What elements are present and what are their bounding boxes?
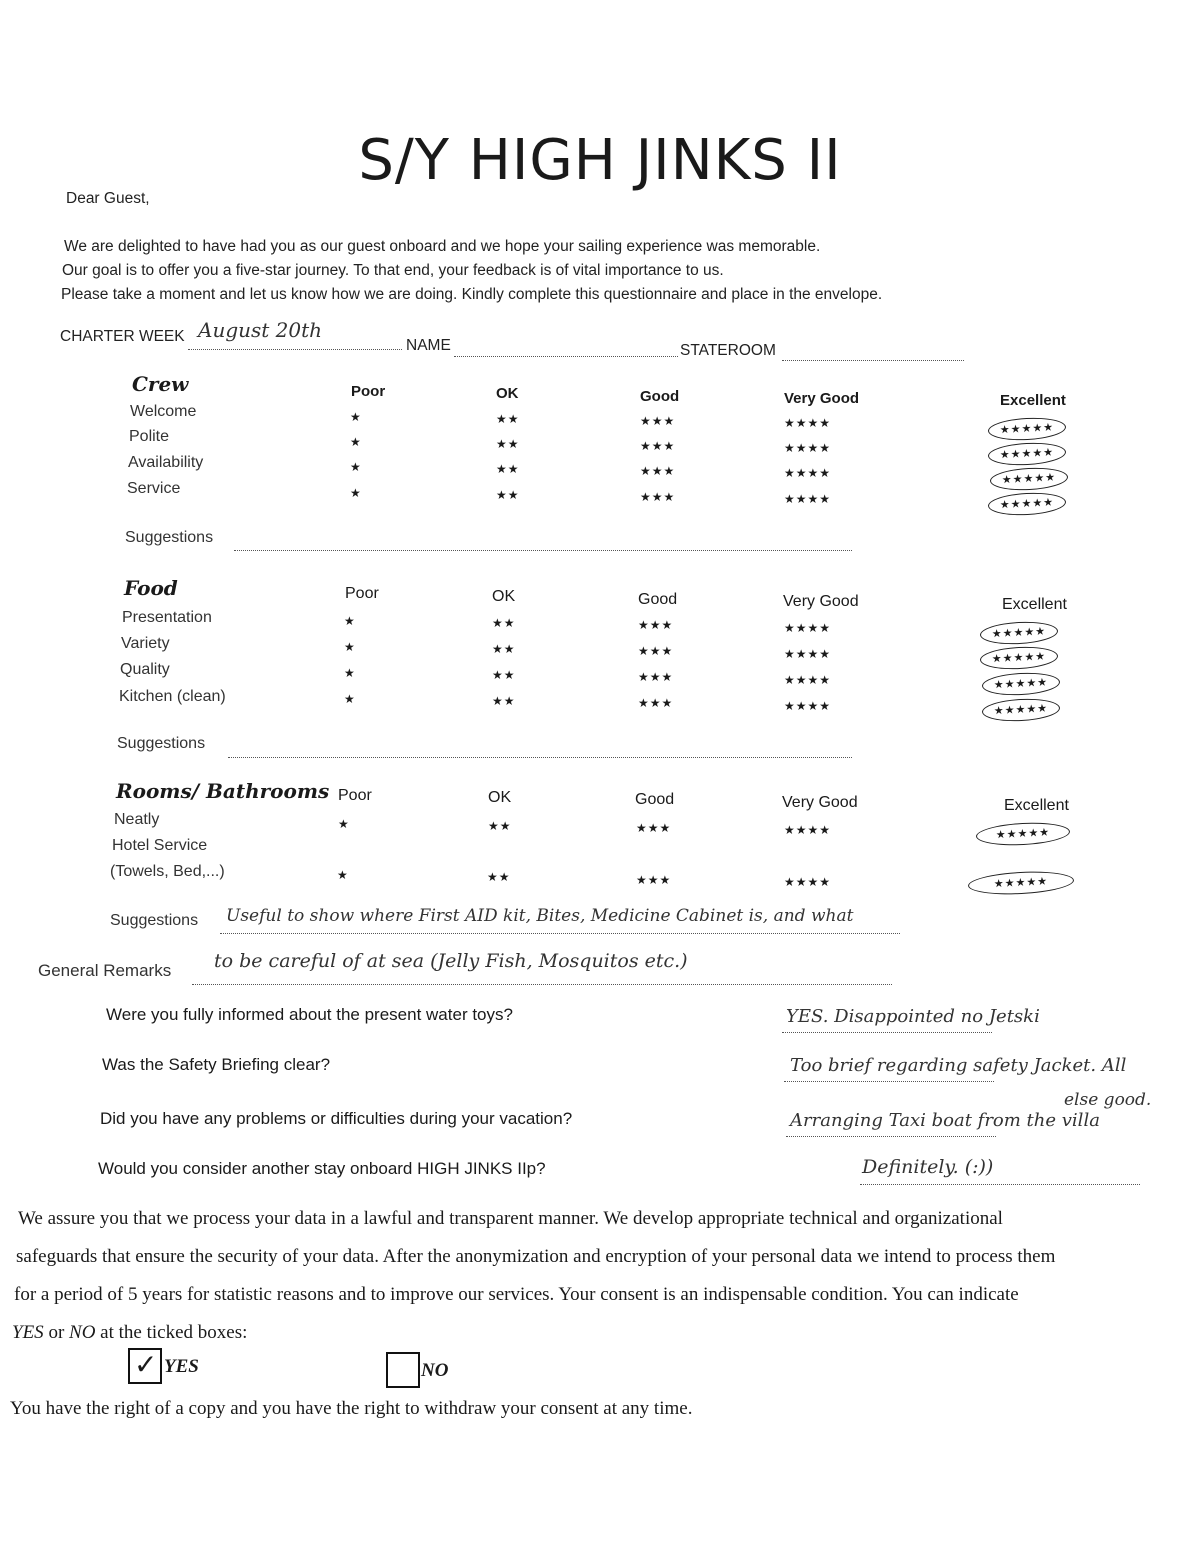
answer-line[interactable]	[860, 1183, 1140, 1185]
rating-excellent-circled[interactable]: ★★★★★	[981, 671, 1060, 697]
crew-row-label: Welcome	[130, 403, 197, 420]
rating-very-good[interactable]: ★★★★	[784, 647, 832, 661]
rating-poor[interactable]: ★	[350, 460, 362, 474]
col-header-ok: OK	[496, 385, 519, 402]
rating-poor[interactable]: ★	[338, 817, 350, 831]
answer-water-toys[interactable]: YES. Disappointed no Jetski	[786, 1006, 1040, 1027]
crew-row-label: Availability	[128, 454, 204, 471]
food-row-label: Variety	[121, 635, 170, 652]
rating-poor[interactable]: ★	[350, 435, 362, 449]
gdpr-yes-word: YES	[12, 1322, 44, 1343]
crew-row-label: Service	[127, 480, 181, 497]
rating-excellent-circled[interactable]: ★★★★★	[979, 645, 1058, 671]
gdpr-or-word: or	[48, 1322, 65, 1343]
rating-ok[interactable]: ★★	[496, 488, 520, 502]
charter-week-line	[188, 348, 402, 350]
rating-excellent-circled[interactable]: ★★★★★	[975, 821, 1070, 848]
rooms-suggestions-label: Suggestions	[110, 912, 199, 929]
rating-very-good[interactable]: ★★★★	[784, 875, 832, 889]
rating-very-good[interactable]: ★★★★	[784, 466, 832, 480]
col-header-excellent: Excellent	[1000, 392, 1066, 409]
answer-line[interactable]	[784, 1080, 994, 1082]
col-header-poor: Poor	[338, 787, 372, 804]
question-safety-briefing: Was the Safety Briefing clear?	[102, 1055, 331, 1074]
rating-ok[interactable]: ★★	[492, 642, 516, 656]
consent-no-checkbox[interactable]	[386, 1352, 420, 1388]
question-water-toys: Were you fully informed about the present water toys?	[106, 1005, 513, 1024]
col-header-very-good: Very Good	[783, 593, 859, 610]
answer-problems-extra[interactable]: else good.	[1064, 1090, 1152, 1110]
col-header-very-good: Very Good	[784, 390, 860, 407]
col-header-good: Good	[638, 591, 678, 608]
stateroom-label: STATEROOM	[680, 342, 776, 359]
section-title-crew: Crew	[132, 372, 189, 396]
rating-good[interactable]: ★★★	[640, 439, 676, 453]
rating-ok[interactable]: ★★	[496, 437, 520, 451]
col-header-excellent: Excellent	[1004, 797, 1069, 814]
section-title-rooms: Rooms/ Bathrooms	[116, 779, 330, 803]
rating-good[interactable]: ★★★	[636, 873, 672, 887]
intro-line-1: We are delighted to have had you as our guest onboard and we hope your sailing experience was memorable.	[64, 238, 821, 255]
name-line[interactable]	[454, 355, 678, 357]
general-remarks-label: General Remarks	[38, 961, 172, 980]
rating-excellent-circled[interactable]: ★★★★★	[987, 441, 1066, 467]
rating-good[interactable]: ★★★	[640, 414, 676, 428]
rating-poor[interactable]: ★	[344, 666, 356, 680]
rating-ok[interactable]: ★★	[492, 694, 516, 708]
rating-very-good[interactable]: ★★★★	[784, 673, 832, 687]
gdpr-rights: You have the right of a copy and you have the right to withdraw your consent at any time.	[10, 1398, 693, 1419]
rating-excellent-circled[interactable]: ★★★★★	[987, 491, 1066, 517]
section-title-food: Food	[124, 576, 178, 600]
col-header-poor: Poor	[351, 383, 386, 400]
rating-ok[interactable]: ★★	[492, 616, 516, 630]
intro-line-3: Please take a moment and let us know how we are doing. Kindly complete this questionnaire and place in the envelope.	[61, 286, 883, 303]
rating-good[interactable]: ★★★	[638, 618, 674, 632]
consent-yes-label: YES	[164, 1356, 199, 1377]
rating-ok[interactable]: ★★	[492, 668, 516, 682]
col-header-very-good: Very Good	[782, 794, 858, 811]
gdpr-no-word: NO	[69, 1322, 96, 1343]
food-row-label: Kitchen (clean)	[119, 688, 226, 705]
check-icon: ✓	[134, 1348, 158, 1381]
general-remarks-line[interactable]	[192, 983, 892, 985]
answer-line[interactable]	[786, 1135, 996, 1137]
rooms-suggestions-line[interactable]	[220, 932, 900, 934]
rooms-row-label: Hotel Service	[112, 837, 208, 854]
col-header-excellent: Excellent	[1002, 596, 1067, 613]
crew-suggestions-line[interactable]	[234, 549, 852, 551]
rating-good[interactable]: ★★★	[638, 644, 674, 658]
rooms-suggestions-value[interactable]: Useful to show where First AID kit, Bites, Medicine Cabinet is, and what	[226, 906, 854, 926]
rating-excellent-circled[interactable]: ★★★★★	[979, 620, 1058, 646]
rating-good[interactable]: ★★★	[636, 821, 672, 835]
food-row-label: Presentation	[122, 609, 212, 626]
col-header-good: Good	[635, 791, 675, 808]
gdpr-line-2: safeguards that ensure the security of your data. After the anonymization and encryption of your personal data we intend to process them	[16, 1246, 1056, 1267]
rating-excellent-circled[interactable]: ★★★★★	[967, 869, 1074, 897]
charter-week-label: CHARTER WEEK	[60, 328, 185, 345]
question-problems: Did you have any problems or difficulties during your vacation?	[100, 1109, 573, 1128]
rating-ok[interactable]: ★★	[488, 819, 512, 833]
rating-poor[interactable]: ★	[337, 868, 349, 882]
crew-row-label: Polite	[129, 428, 170, 445]
rating-ok[interactable]: ★★	[487, 870, 511, 884]
rating-very-good[interactable]: ★★★★	[784, 621, 832, 635]
food-suggestions-label: Suggestions	[117, 735, 206, 752]
general-remarks-value[interactable]: to be careful of at sea (Jelly Fish, Mosquitos etc.)	[214, 950, 688, 972]
rating-poor[interactable]: ★	[350, 410, 362, 424]
gdpr-line-3: for a period of 5 years for statistic reasons and to improve our services. Your consent is an indispensable condition. You can indicate	[14, 1284, 1019, 1305]
rating-excellent-circled[interactable]: ★★★★★	[989, 466, 1068, 492]
col-header-good: Good	[640, 388, 680, 405]
rating-very-good[interactable]: ★★★★	[784, 416, 832, 430]
food-suggestions-line[interactable]	[228, 756, 852, 758]
col-header-ok: OK	[488, 789, 512, 806]
rating-poor[interactable]: ★	[344, 640, 356, 654]
crew-suggestions-label: Suggestions	[125, 529, 214, 546]
question-stay-again: Would you consider another stay onboard HIGH JINKS IIp?	[98, 1159, 546, 1178]
rating-good[interactable]: ★★★	[638, 696, 674, 710]
answer-line[interactable]	[782, 1031, 992, 1033]
rating-ok[interactable]: ★★	[496, 412, 520, 426]
rating-very-good[interactable]: ★★★★	[784, 699, 832, 713]
food-row-label: Quality	[120, 661, 170, 678]
greeting: Dear Guest,	[66, 190, 150, 207]
gdpr-line-4-rest: at the ticked boxes:	[100, 1322, 248, 1343]
rooms-row-label: (Towels, Bed,...)	[110, 863, 225, 880]
answer-safety-briefing[interactable]: Too brief regarding safety Jacket. All	[790, 1055, 1127, 1076]
rating-very-good[interactable]: ★★★★	[784, 823, 832, 837]
name-label: NAME	[406, 337, 451, 354]
rooms-row-label: Neatly	[114, 811, 160, 828]
rating-good[interactable]: ★★★	[640, 464, 676, 478]
rating-very-good[interactable]: ★★★★	[784, 492, 832, 506]
rating-ok[interactable]: ★★	[496, 462, 520, 476]
rating-poor[interactable]: ★	[344, 614, 356, 628]
rating-excellent-circled[interactable]: ★★★★★	[987, 416, 1066, 442]
col-header-ok: OK	[492, 588, 516, 605]
answer-stay-again[interactable]: Definitely. (:))	[862, 1156, 994, 1178]
charter-week-value[interactable]: August 20th	[198, 318, 323, 342]
consent-yes-checkbox[interactable]	[128, 1348, 162, 1384]
rating-excellent-circled[interactable]: ★★★★★	[981, 697, 1060, 723]
stateroom-line[interactable]	[782, 359, 964, 361]
rating-poor[interactable]: ★	[344, 692, 356, 706]
rating-good[interactable]: ★★★	[640, 490, 676, 504]
rating-good[interactable]: ★★★	[638, 670, 674, 684]
col-header-poor: Poor	[345, 585, 379, 602]
intro-line-2: Our goal is to offer you a five-star journey. To that end, your feedback is of vital importance to us.	[62, 262, 724, 279]
page-title: S/Y HIGH JINKS II	[358, 128, 842, 193]
rating-very-good[interactable]: ★★★★	[784, 441, 832, 455]
rating-poor[interactable]: ★	[350, 486, 362, 500]
gdpr-line-1: We assure you that we process your data in a lawful and transparent manner. We develop appropriate technical and organizational	[18, 1208, 1003, 1229]
gdpr-line-4	[12, 1322, 247, 1344]
answer-problems[interactable]: Arranging Taxi boat from the villa	[790, 1110, 1100, 1131]
consent-no-label: NO	[421, 1360, 449, 1381]
